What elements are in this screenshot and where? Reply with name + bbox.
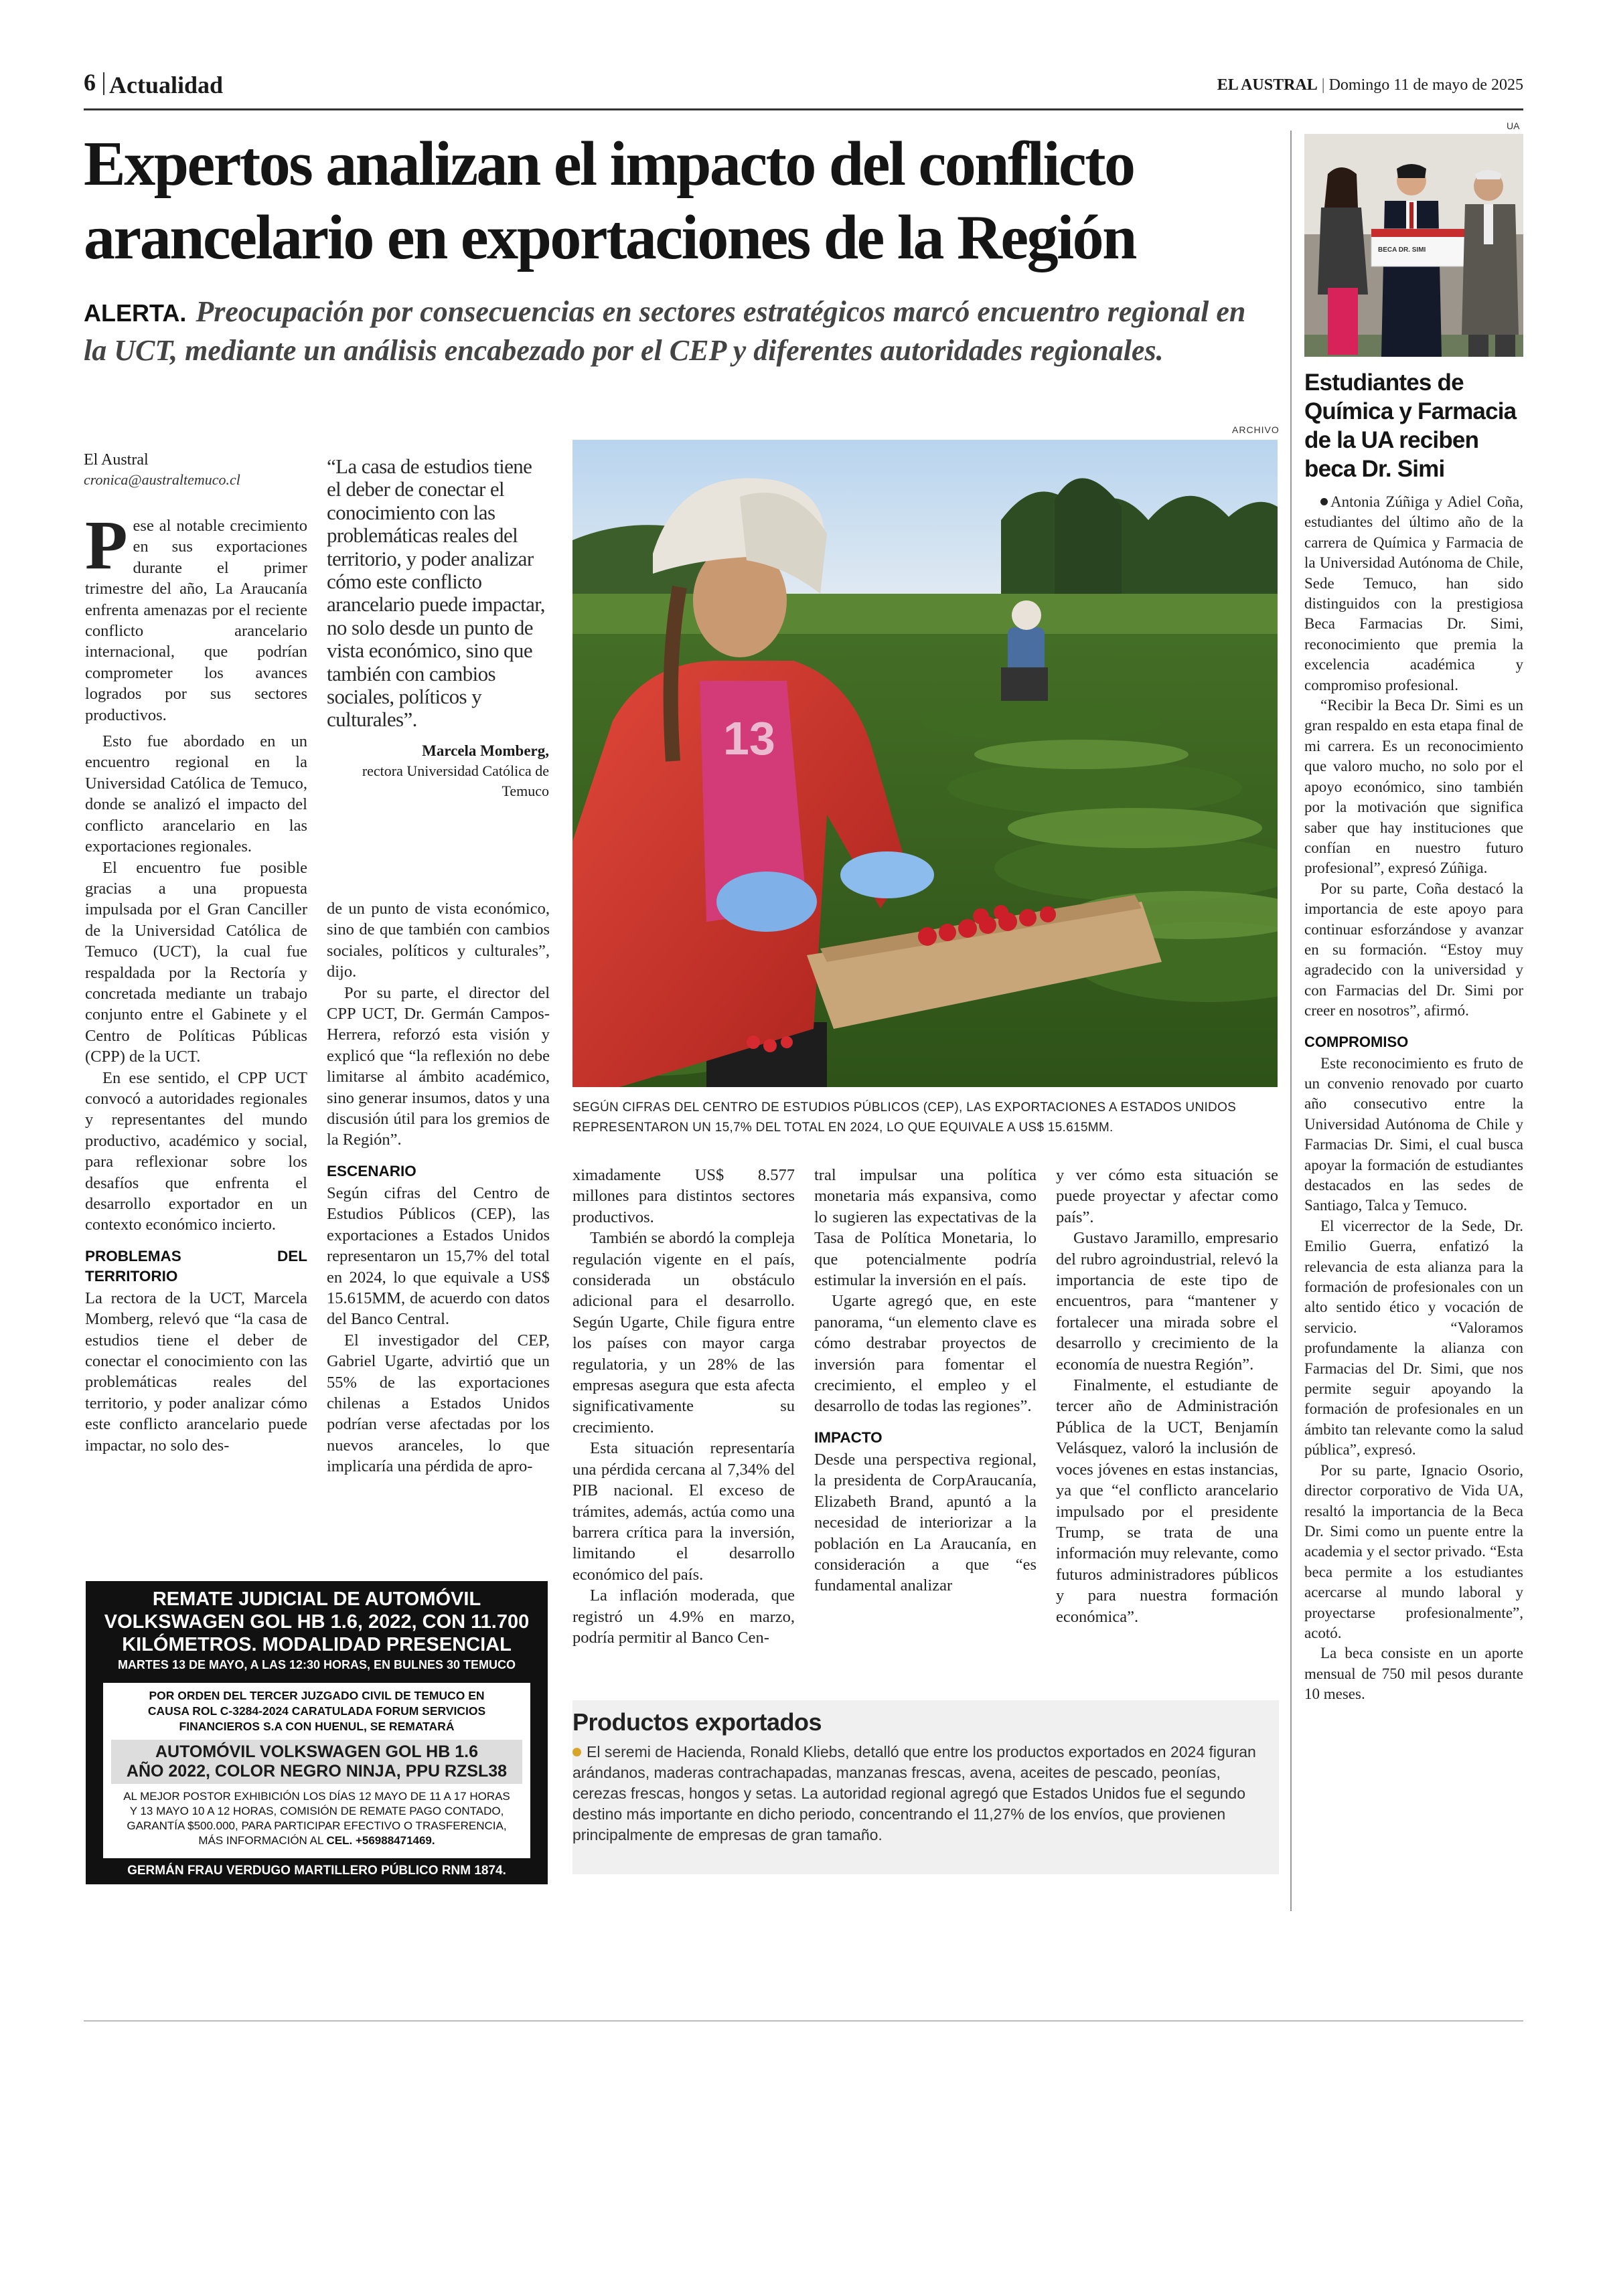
info-box bbox=[572, 1700, 1279, 1874]
info-box-body: El seremi de Hacienda, Ronald Kliebs, detalló que entre los productos exportados en 2024 figuran arándanos, maderas contrachapadas, manzanas frescas, avena, aceites de pescado, peonías, cerezas frescas, hongos y setas. La autoridad regional agregó que Estados Unidos fue el segundo destino más importante en dicho periodo, concentrando el 11,27% de los envíos, que provienen principalmente de empresas de gran tamaño. bbox=[572, 1743, 1256, 1843]
paragraph: El investigador del CEP, Gabriel Ugarte, advirtió que un 55% de las exportaciones chilenas a Estados Unidos podrían verse afectadas por los nuevos aranceles, lo que implicaría una pérdida de apro- bbox=[327, 1331, 550, 1476]
bullet-icon bbox=[1320, 498, 1328, 505]
paragraph: Gustavo Jaramillo, empresario del rubro agroindustrial, relevó la importancia de este tipo de encuentros, para “mantener y fortalecer una mirada sobre el desarrollo y crecimiento de la economía de nuestra Región”. bbox=[1056, 1229, 1278, 1374]
svg-text:13: 13 bbox=[723, 712, 775, 764]
info-box-text bbox=[572, 1736, 1279, 1846]
photo-credit: ARCHIVO bbox=[1232, 424, 1280, 435]
paragraph: Esto fue abordado en un encuentro regional en la Universidad Católica de Temuco, donde se analizó el impacto del conflicto arancelario en las exportaciones regionales. bbox=[85, 732, 307, 856]
paragraph: Esta situación representaría una pérdida cercana al 7,34% del PIB nacional. El exceso de trámites, además, actúa como una barrera crítica para la inversión, limitando el desarrollo económico del país. bbox=[572, 1439, 795, 1584]
deck bbox=[84, 293, 1276, 370]
sidebar-body bbox=[1304, 492, 1523, 1705]
auction-ad bbox=[86, 1581, 548, 1884]
page-header bbox=[84, 67, 1523, 111]
paragraph: La rectora de la UCT, Marcela Momberg, relevó que “la casa de estudios tiene el deber de conectar el conocimiento con las problemáticas reales del territorio, y poder analizar cómo este conflicto arancelario puede impactar, no solo des- bbox=[85, 1289, 307, 1455]
sidebar-photo-credit: UA bbox=[1507, 120, 1520, 131]
paragraph: y ver cómo esta situación se puede proyectar y afectar como país”. bbox=[1056, 1166, 1278, 1226]
award-ceremony-photo bbox=[1304, 134, 1523, 357]
pull-quote-author: Marcela Momberg, bbox=[422, 742, 549, 759]
header-rule bbox=[84, 108, 1523, 110]
paragraph: tral impulsar una política monetaria más expansiva, como lo sugieren las expectativas de la Tasa de Política Monetaria, lo que potencialmente podría estimular la inversión en el país. bbox=[814, 1166, 1037, 1290]
byline-email: cronica@australtemuco.cl bbox=[84, 471, 240, 488]
deck-text: Preocupación por consecuencias en sectores estratégicos marcó encuentro regional en la UCT, mediante un análisis encabezado por el CEP y diferentes autoridades regionales. bbox=[84, 295, 1246, 367]
strawberry-harvest-photo bbox=[572, 440, 1278, 1087]
paragraph: La inflación moderada, que registró un 4.9% en marzo, podría permitir al Banco Cen- bbox=[572, 1586, 795, 1647]
paragraph: El encuentro fue posible gracias a una propuesta impulsada por el Gran Canciller de la Universidad Católica de Temuco (UCT), la cual fue respaldada por la Rectoría y concretada mediante un trabajo conjunto entre el Gabinete y el Centro de Políticas Públicas (CPP) de la UCT. bbox=[85, 858, 307, 1066]
subhead: IMPACTO bbox=[814, 1428, 883, 1446]
info-box-title: Productos exportados bbox=[572, 1708, 822, 1736]
ad-title-3: KILÓMETROS. MODALIDAD PRESENCIAL bbox=[122, 1634, 512, 1655]
paragraph: “Recibir la Beca Dr. Simi es un gran respaldo en esta etapa final de mi carrera. Es un reconocimiento que valoro mucho, no solo por el apoyo económico, sino también por la motivación que significa saber que hay instituciones que confían en nuestro futuro profesional”, expresó Zúñiga. bbox=[1304, 697, 1523, 877]
paragraph: Finalmente, el estudiante de tercer año de Administración Pública de la UCT, Benjamín Velásquez, valoró la inclusión de voces jóvenes en estas instancias, ya que “el conflicto arancelario impulsado por el presidente Trump, se trata de una información muy relevante, como futuros administradores públicos y para nuestra formación económica”. bbox=[1056, 1376, 1278, 1626]
sidebar-lead bbox=[1304, 492, 1523, 695]
sidebar-headline: Estudiantes de Química y Farmacia de la UA reciben beca Dr. Simi bbox=[1304, 370, 1517, 482]
byline bbox=[84, 450, 305, 490]
pull-quote bbox=[327, 455, 549, 801]
ad-car-box bbox=[111, 1740, 522, 1784]
subhead: COMPROMISO bbox=[1304, 1033, 1409, 1050]
main-photo bbox=[572, 440, 1278, 1087]
ad-phone: CEL. +56988471469. bbox=[326, 1834, 435, 1847]
column-2 bbox=[327, 898, 550, 1477]
ad-details-text: AL MEJOR POSTOR EXHIBICIÓN LOS DÍAS 12 MAYO DE 11 A 17 HORAS Y 13 MAYO 10 A 12 HORAS, COMISIÓN DE REMATE PAGO CONTADO, GARANTÍA $500.000, PARA PARTICIPAR EFECTIVO O TRASFERENCIA, MÁS INFORMACIÓN AL bbox=[123, 1790, 510, 1847]
dropcap: P bbox=[85, 507, 128, 584]
paragraph: de un punto de vista económico, sino de que también con cambios sociales, políticos y culturales”, dijo. bbox=[327, 900, 550, 981]
paragraph: También se abordó la compleja regulación vigente en el país, considerada un obstáculo adicional para el desarrollo. Según Ugarte, Chile figura entre los países con mayor carga regulatoria, y un 28% de las empresas asegura que esta afecta significativamente su crecimiento. bbox=[572, 1229, 795, 1437]
header-divider bbox=[103, 72, 104, 95]
ad-court-order: POR ORDEN DEL TERCER JUZGADO CIVIL DE TEMUCO EN CAUSA ROL C-3284-2024 CARATULADA FORUM SERVICIOS FINANCIEROS S.A CON HUENUL, SE REMATARÁ bbox=[147, 1689, 486, 1733]
page-number: 6 bbox=[84, 69, 96, 96]
bullet-icon bbox=[572, 1748, 581, 1756]
section-name: Actualidad bbox=[109, 72, 224, 98]
pull-quote-text: “La casa de estudios tiene el deber de conectar el conocimiento con las problemáticas reales del territorio, y poder analizar cómo este conflicto arancelario puede impactar, no solo desde un punto de vista económico, sino que también con cambios sociales, políticos y culturales”. bbox=[327, 455, 545, 732]
ad-inner-panel bbox=[103, 1683, 530, 1858]
ad-car-1: AUTOMÓVIL VOLKSWAGEN GOL HB 1.6 bbox=[155, 1742, 478, 1761]
issue-date: Domingo 11 de mayo de 2025 bbox=[1328, 76, 1523, 94]
paragraph: Por su parte, Coña destacó la importancia de este apoyo para continuar esforzándose y avanzar en su formación. “Estoy muy agradecido con la universidad y con Farmacias del Dr. Simi por creer en nosotros”, afirmó. bbox=[1304, 880, 1523, 1019]
ad-car-2: AÑO 2022, COLOR NEGRO NINJA, PPU RZSL38 bbox=[126, 1762, 508, 1781]
paragraph: Por su parte, el director del CPP UCT, Dr. Germán Campos-Herrera, reforzó esta visión y explicó que “la reflexión no debe limitarse al ámbito académico, sino generar insumos, datos y una discusión útil para los gremios de la Región”. bbox=[327, 983, 550, 1149]
paragraph: El vicerrector de la Sede, Dr. Emilio Guerra, enfatizó la relevancia de esta alianza para la formación de profesionales con un alto sentido ético y vocación de servicio. “Valoramos profundamente la alianza con Farmacias del Dr. Simi, que nos permite seguir apoyando la formación de profesionales en un ámbito tan relevante como la salud pública”, expresó. bbox=[1304, 1217, 1523, 1459]
paragraph: Según cifras del Centro de Estudios Públicos (CEP), las exportaciones a Estados Unidos representaron un 15,7% del total en 2024, lo que equivale a US$ 15.615MM, de acuerdo con datos del Banco Central. bbox=[327, 1183, 550, 1329]
column-4 bbox=[814, 1165, 1037, 1596]
column-3 bbox=[572, 1165, 795, 1648]
ad-schedule: MARTES 13 DE MAYO, A LAS 12:30 HORAS, EN BULNES 30 TEMUCO bbox=[117, 1658, 516, 1671]
paragraph: La beca consiste en un aporte mensual de 750 mil pesos durante 10 meses. bbox=[1304, 1645, 1523, 1703]
paragraph: Por su parte, Ignacio Osorio, director corporativo de Vida UA, resaltó la importancia de la Beca Dr. Simi como un puente entre la academia y el sector privado. “Esta beca permite a los estudiantes acercarse al mundo laboral y proyectarse profesionalmente”, acotó. bbox=[1304, 1461, 1523, 1641]
sidebar-photo bbox=[1304, 134, 1523, 357]
ad-footer: GERMÁN FRAU VERDUGO MARTILLERO PÚBLICO RNM 1874. bbox=[127, 1864, 506, 1878]
column-1 bbox=[85, 507, 307, 1456]
paragraph: En ese sentido, el CPP UCT convocó a autoridades regionales y representantes del mundo productivo, académico y social, para reflexionar sobre los desafíos que enfrenta el desarrollo exportador en un contexto económico incierto. bbox=[85, 1068, 307, 1234]
paragraph: Ugarte agregó que, en este panorama, “un elemento clave es cómo destrabar proyectos de inversión para fomentar el crecimiento, el empleo y el desarrollo de todas las regiones”. bbox=[814, 1292, 1037, 1416]
byline-name: El Austral bbox=[84, 451, 149, 469]
column-5 bbox=[1056, 1165, 1278, 1627]
pull-quote-role: rectora Universidad Católica de Temuco bbox=[362, 762, 549, 799]
bottom-rule bbox=[84, 2020, 1523, 2022]
paper-name: EL AUSTRAL bbox=[1217, 76, 1318, 94]
deck-kicker: ALERTA. bbox=[84, 299, 187, 327]
paragraph: Desde una perspectiva regional, la presidenta de CorpAraucanía, Elizabeth Brand, apuntó a la necesidad de interiorizar a la población en La Araucanía, en consideración a que “es fundamental analizar bbox=[814, 1450, 1037, 1595]
lead-paragraph bbox=[85, 507, 307, 726]
sidebar-divider bbox=[1290, 131, 1292, 1911]
paragraph: Antonia Zúñiga y Adiel Coña, estudiantes del último año de la carrera de Química y Farmacia de la Universidad Autónoma de Chile, Sede Temuco, han sido distinguidos con la prestigiosa Beca Farmacias Dr. Simi, reconocimiento que premia la excelencia académica y compromiso profesional. bbox=[1304, 493, 1523, 693]
subhead: PROBLEMAS DEL TERRITORIO bbox=[85, 1247, 307, 1285]
photo-caption: SEGÚN CIFRAS DEL CENTRO DE ESTUDIOS PÚBLICOS (CEP), LAS EXPORTACIONES A ESTADOS UNIDOS REPRESENTARON UN 15,7% DEL TOTAL EN 2024, LO QUE EQUIVALE A US$ 15.615MM. bbox=[572, 1100, 1237, 1135]
subhead: ESCENARIO bbox=[327, 1162, 416, 1179]
ad-title-2: VOLKSWAGEN GOL HB 1.6, 2022, CON 11.700 bbox=[104, 1611, 530, 1633]
paragraph: ese al notable crecimiento en sus exportaciones durante el primer trimestre del año, La Araucanía enfrenta amenazas por el reciente conflicto arancelario internacional, que podrían comprometer los avances logrados por sus sectores productivos. bbox=[85, 517, 307, 724]
ad-title-1: REMATE JUDICIAL DE AUTOMÓVIL bbox=[152, 1588, 481, 1610]
ad-details bbox=[103, 1784, 530, 1848]
header-dateline: EL AUSTRAL | Domingo 11 de mayo de 2025 bbox=[1217, 76, 1523, 94]
headline: Expertos analizan el impacto del conflicto arancelario en exportaciones de la Región bbox=[84, 129, 1136, 272]
check-text: BECA DR. SIMI bbox=[1378, 246, 1426, 254]
paragraph: ximadamente US$ 8.577 millones para distintos sectores productivos. bbox=[572, 1166, 795, 1226]
paragraph: Este reconocimiento es fruto de un convenio renovado por cuarto año consecutivo entre la Universidad Autónoma de Chile y Farmacias Dr. Simi, el cual busca apoyar la formación de estudiantes destacados en las sedes de Santiago, Talca y Temuco. bbox=[1304, 1054, 1523, 1214]
